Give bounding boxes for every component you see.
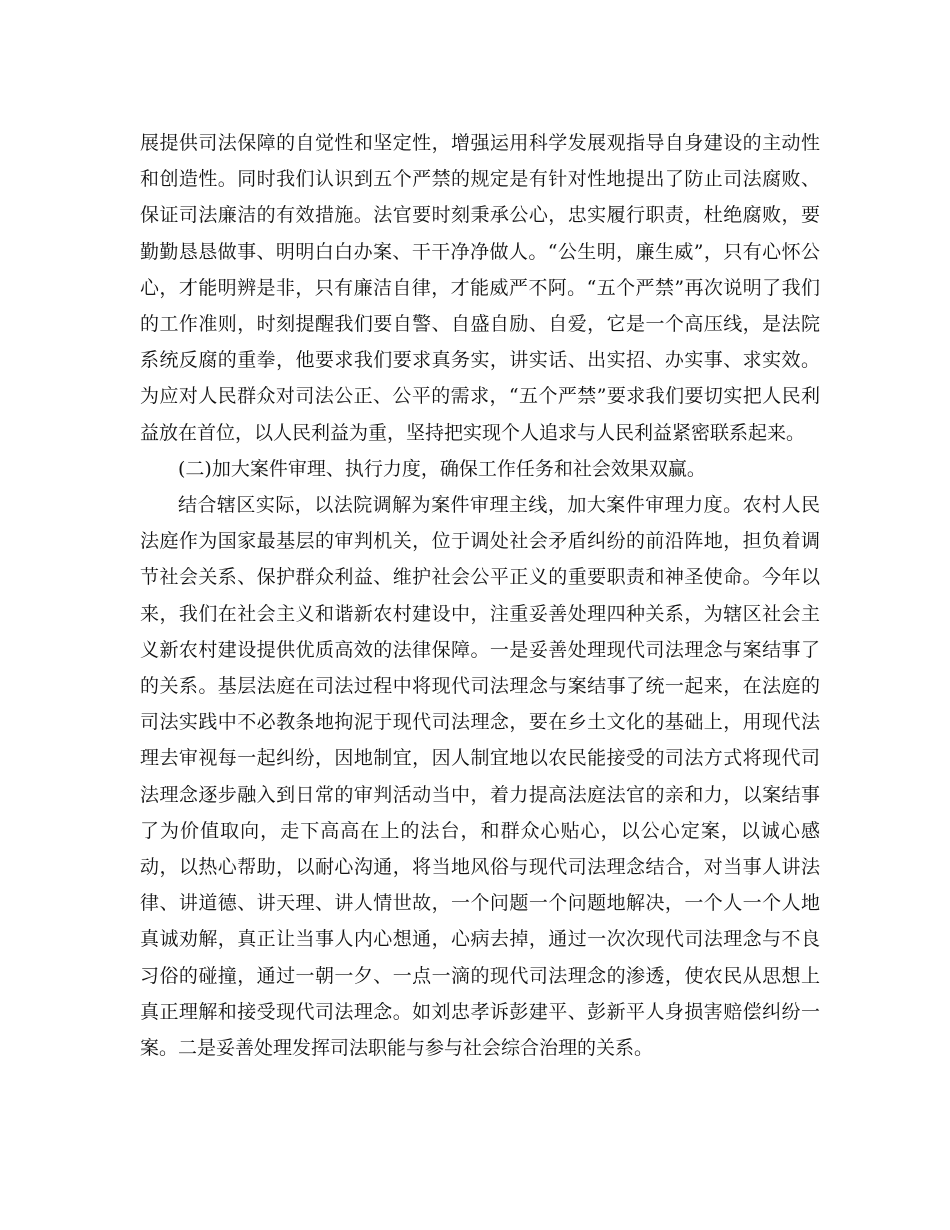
section-heading: (二)加大案件审理、执行力度，确保工作任务和社会效果双赢。 <box>178 457 706 480</box>
paragraph-body: 结合辖区实际，以法院调解为案件审理主线，加大案件审理力度。农村人民法庭作为国家最基层的审判机关，位于调处社会矛盾纠纷的前沿阵地，担负着调节社会关系、保护群众利益、维护社会公平正义的重要职责和神圣使命。今年以来，我们在社会主义和谐新农村建设中，注重妥善处理四种关系，为辖区社会主义新农村建设提供优质高效的法律保障。一是妥善处理现代司法理念与案结事了的关系。基层法庭在司法过程中将现代司法理念与案结事了统一起来，在法庭的司法实践中不必教条地拘泥于现代司法理念，要在乡土文化的基础上，用现代法理去审视每一起纠纷，因地制宜，因人制宜地以农民能接受的司法方式将现代司法理念逐步融入到日常的审判活动当中，着力提高法庭法官的亲和力，以案结事了为价值取向，走下高高在上的法台，和群众心贴心，以公心定案，以诚心感动，以热心帮助，以耐心沟通，将当地风俗与现代司法理念结合，对当事人讲法律、讲道德、讲天理、讲人情世故，一个问题一个问题地解决，一个人一个人地真诚劝解，真正让当事人内心想通，心病去掉，通过一次次现代司法理念与不良习俗的碰撞，通过一朝一夕、一点一滴的现代司法理念的渗透，使农民从思想上真正理解和接受现代司法理念。如刘忠孝诉彭建平、彭新平人身损害赔偿纠纷一案。二是妥善处理发挥司法职能与参与社会综合治理的关系。 <box>140 494 820 1060</box>
document-body <box>140 125 820 1066</box>
paragraph-continuation: 展提供司法保障的自觉性和坚定性，增强运用科学发展观指导自身建设的主动性和创造性。同时我们认识到五个严禁的规定是有针对性地提出了防止司法腐败、保证司法廉洁的有效措施。法官要时刻秉承公心，忠实履行职责，杜绝腐败，要勤勤恳恳做事、明明白白办案、干干净净做人。“公生明，廉生威”，只有心怀公心，才能明辨是非，只有廉洁自律，才能威严不阿。“五个严禁”再次说明了我们的工作准则，时刻提醒我们要自警、自盛自励、自爱，它是一个高压线，是法院系统反腐的重拳，他要求我们要求真务实，讲实话、出实招、办实事、求实效。为应对人民群众对司法公正、公平的需求，“五个严禁”要求我们要切实把人民利益放在首位，以人民利益为重，坚持把实现个人追求与人民利益紧密联系起来。 <box>140 132 820 444</box>
